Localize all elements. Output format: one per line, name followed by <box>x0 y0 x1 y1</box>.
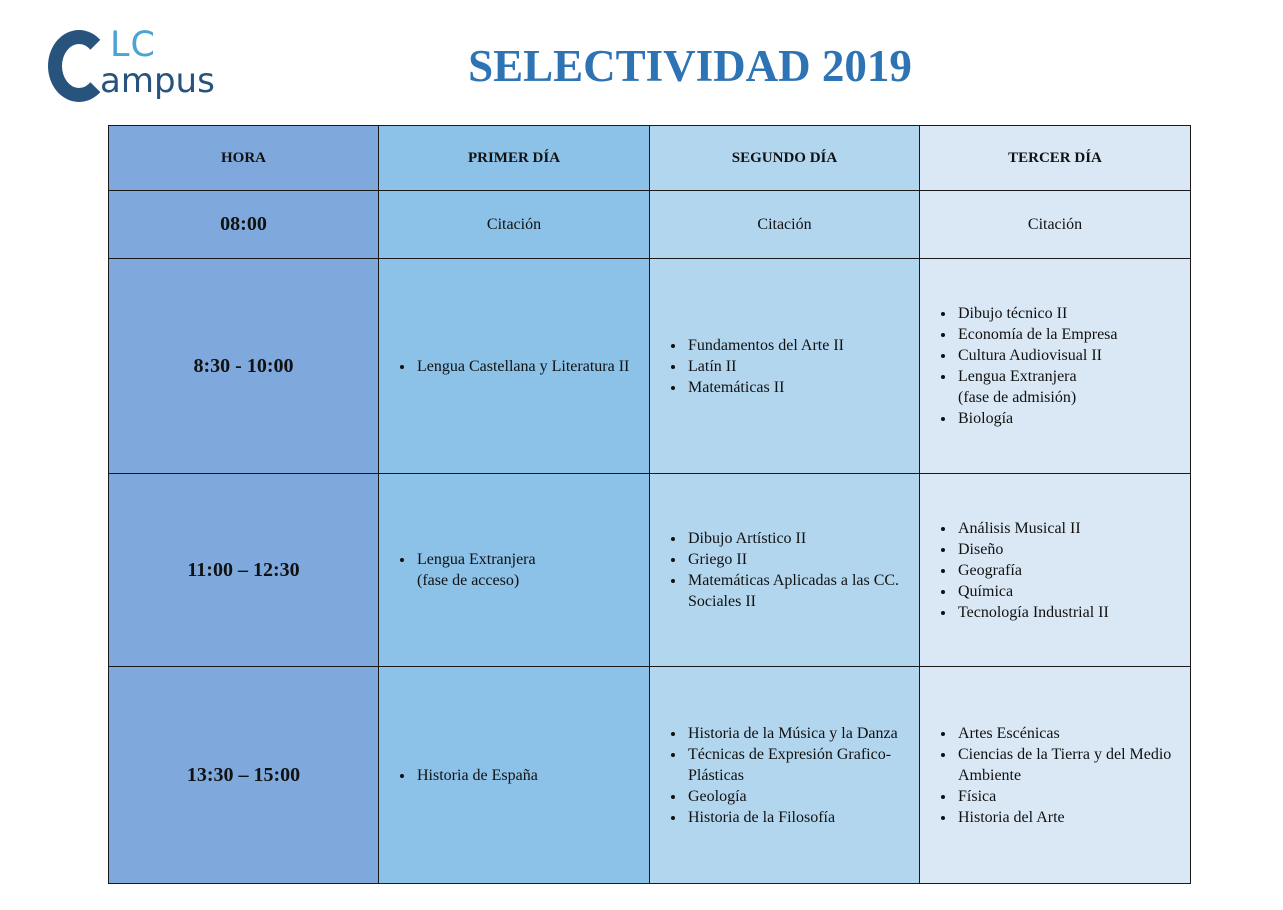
time-cell: 8:30 - 10:00 <box>109 259 379 474</box>
header-primer-dia: PRIMER DÍA <box>379 126 650 191</box>
citation-cell: Citación <box>920 191 1191 259</box>
clc-campus-logo <box>44 20 244 110</box>
exam-schedule-table <box>108 125 1191 884</box>
header-row <box>109 126 1191 191</box>
subject-label: Lengua Extranjera <box>417 551 536 568</box>
day1-subjects-cell <box>379 259 650 474</box>
logo-ampus-text: ampus <box>100 61 215 101</box>
subject-label: Lengua Extranjera <box>958 368 1077 385</box>
citation-cell: Citación <box>379 191 650 259</box>
subject-item: • Análisis Musical II <box>956 518 1172 539</box>
subject-item: • Fundamentos del Arte II <box>686 335 901 356</box>
logo-lc-text: LC <box>110 25 156 65</box>
subject-list <box>650 528 919 612</box>
subject-list <box>379 356 649 377</box>
subject-item: • Física <box>956 786 1172 807</box>
subject-item: • Geología <box>686 786 901 807</box>
header-segundo-dia: SEGUNDO DÍA <box>650 126 920 191</box>
subject-item <box>956 366 1172 408</box>
subject-list <box>379 765 649 786</box>
time-cell: 11:00 – 12:30 <box>109 474 379 667</box>
day3-subjects-cell <box>920 667 1191 884</box>
subject-item: • Cultura Audiovisual II <box>956 345 1172 366</box>
citation-cell: Citación <box>650 191 920 259</box>
subject-item: • Geografía <box>956 560 1172 581</box>
subject-item: • Economía de la Empresa <box>956 324 1172 345</box>
subject-item: • Ciencias de la Tierra y del Medio Ambiente <box>956 744 1172 786</box>
day3-subjects-cell <box>920 259 1191 474</box>
subject-item: • Artes Escénicas <box>956 723 1172 744</box>
subject-item: • Historia del Arte <box>956 807 1172 828</box>
citation-row <box>109 191 1191 259</box>
subject-list <box>920 303 1190 429</box>
subject-item: • Dibujo Artístico II <box>686 528 901 549</box>
session-row <box>109 474 1191 667</box>
day1-subjects-cell <box>379 474 650 667</box>
day2-subjects-cell <box>650 474 920 667</box>
subject-item: • Matemáticas II <box>686 377 901 398</box>
day2-subjects-cell <box>650 259 920 474</box>
subject-item: • Historia de la Filosofía <box>686 807 901 828</box>
subject-item <box>415 549 631 591</box>
page-title: SELECTIVIDAD 2019 <box>468 41 912 91</box>
header-hora: HORA <box>109 126 379 191</box>
subject-item: • Tecnología Industrial II <box>956 602 1172 623</box>
subject-list <box>650 723 919 828</box>
subject-item: • Biología <box>956 408 1172 429</box>
subject-item: • Griego II <box>686 549 901 570</box>
subject-note: (fase de acceso) <box>417 572 520 589</box>
day3-subjects-cell <box>920 474 1191 667</box>
subject-list <box>920 723 1190 828</box>
time-cell: 13:30 – 15:00 <box>109 667 379 884</box>
subject-note: (fase de admisión) <box>958 389 1077 406</box>
subject-item: • Química <box>956 581 1172 602</box>
header-tercer-dia: TERCER DÍA <box>920 126 1191 191</box>
subject-item: • Técnicas de Expresión Grafico-Plásticas <box>686 744 901 786</box>
session-row <box>109 259 1191 474</box>
subject-item: • Historia de la Música y la Danza <box>686 723 901 744</box>
subject-list <box>650 335 919 398</box>
day2-subjects-cell <box>650 667 920 884</box>
subject-item: • Historia de España <box>415 765 631 786</box>
time-cell: 08:00 <box>109 191 379 259</box>
subject-list <box>920 518 1190 623</box>
subject-item: • Matemáticas Aplicadas a las CC. Sociales II <box>686 570 901 612</box>
subject-item: • Dibujo técnico II <box>956 303 1172 324</box>
subject-item: • Lengua Castellana y Literatura II <box>415 356 631 377</box>
subject-list <box>379 549 649 591</box>
day1-subjects-cell <box>379 667 650 884</box>
session-row <box>109 667 1191 884</box>
subject-item: • Latín II <box>686 356 901 377</box>
subject-item: • Diseño <box>956 539 1172 560</box>
